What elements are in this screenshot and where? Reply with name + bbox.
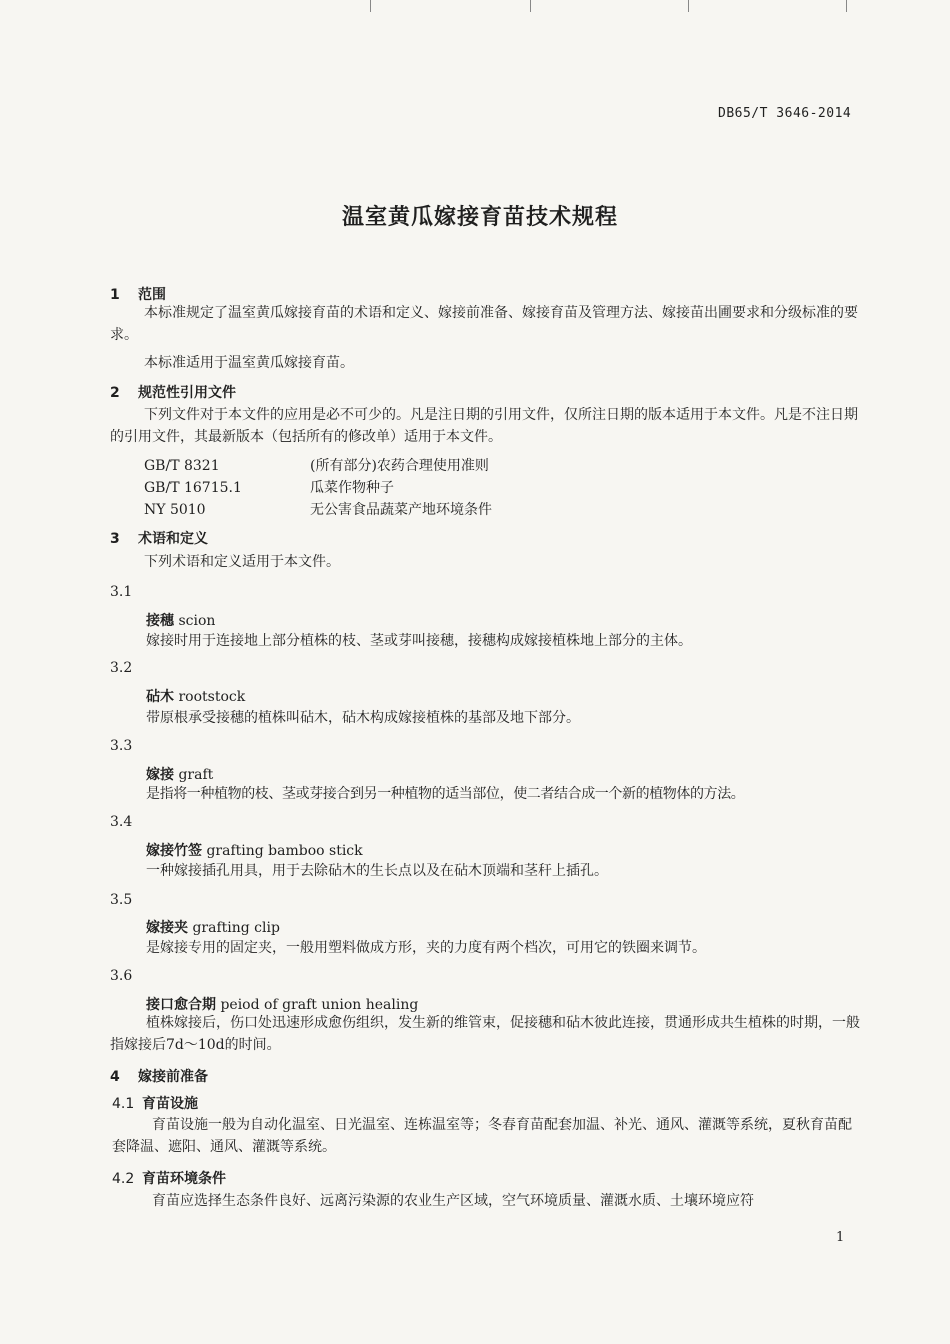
scan-mark [688, 0, 689, 12]
reference-code: NY 5010 [144, 502, 206, 518]
term-en: rootstock [178, 689, 246, 705]
reference-name: (所有部分)农药合理使用准则 [310, 458, 489, 474]
section-title: 术语和定义 [138, 531, 208, 547]
term-number: 3.3 [110, 738, 133, 754]
section-1-heading [110, 284, 166, 304]
section-title: 规范性引用文件 [138, 385, 236, 401]
term-zh: 接穗 [146, 613, 174, 629]
term-definition: 植株嫁接后，伤口处迅速形成愈伤组织，发生新的维管束，促接穗和砧木彼此连接，贯通形成共生植株的时期，一般指嫁接后7d～10d的时间。 [110, 1015, 860, 1053]
section-number: 1 [110, 287, 120, 303]
term-entry [146, 686, 245, 706]
term-zh: 嫁接夹 [146, 920, 188, 936]
scan-mark [530, 0, 531, 12]
reference-name: 无公害食品蔬菜产地环境条件 [310, 502, 492, 518]
subsection-4-1-heading [112, 1093, 198, 1113]
reference-row [144, 499, 492, 519]
term-en: scion [178, 613, 216, 629]
subsection-number: 4.1 [112, 1096, 135, 1112]
reference-row [144, 455, 489, 475]
sec4-1-paragraph: 育苗设施一般为自动化温室、日光温室、连栋温室等；冬春育苗配套加温、补光、通风、灌溉等系统，夏秋育苗配套降温、遮阳、通风、灌溉等系统。 [112, 1117, 852, 1155]
sec1-paragraph-1: 本标准规定了温室黄瓜嫁接育苗的术语和定义、嫁接前准备、嫁接育苗及管理方法、嫁接苗出圃要求和分级标准的要求。 [110, 305, 858, 343]
term-definition: 嫁接时用于连接地上部分植株的枝、茎或芽叫接穗，接穗构成嫁接植株地上部分的主体。 [146, 633, 692, 649]
document-code: DB65/T 3646-2014 [718, 106, 852, 121]
subsection-number: 4.2 [112, 1171, 135, 1187]
section-title: 嫁接前准备 [138, 1069, 208, 1085]
reference-code: GB/T 16715.1 [144, 480, 242, 496]
term-number: 3.5 [110, 892, 133, 908]
term-entry [146, 610, 215, 630]
document-title: 温室黄瓜嫁接育苗技术规程 [341, 205, 618, 230]
term-entry [146, 764, 213, 784]
term-zh: 接口愈合期 [146, 997, 216, 1013]
section-title: 范围 [138, 287, 166, 303]
scan-mark [370, 0, 371, 12]
term-zh: 嫁接 [146, 767, 174, 783]
sec1-paragraph-2: 本标准适用于温室黄瓜嫁接育苗。 [144, 355, 354, 371]
term-number: 3.6 [110, 968, 133, 984]
term-entry [146, 917, 280, 937]
term-definition: 是嫁接专用的固定夹，一般用塑料做成方形，夹的力度有两个档次，可用它的铁圈来调节。 [146, 940, 706, 956]
term-en: graft [178, 767, 214, 783]
section-number: 2 [110, 385, 120, 401]
term-en: grafting bamboo stick [206, 843, 363, 859]
sec4-2-paragraph: 育苗应选择生态条件良好、远离污染源的农业生产区域，空气环境质量、灌溉水质、土壤环境应符 [152, 1193, 754, 1209]
term-entry [146, 840, 363, 860]
section-number: 3 [110, 531, 120, 547]
term-definition: 带原根承受接穗的植株叫砧木，砧木构成嫁接植株的基部及地下部分。 [146, 710, 580, 726]
section-number: 4 [110, 1069, 120, 1085]
reference-code: GB/T 8321 [144, 458, 220, 474]
reference-name: 瓜菜作物种子 [310, 480, 394, 496]
subsection-4-2-heading [112, 1168, 226, 1188]
term-definition: 一种嫁接插孔用具，用于去除砧木的生长点以及在砧木顶端和茎秆上插孔。 [146, 863, 608, 879]
term-zh: 砧木 [146, 689, 174, 705]
page-number: 1 [836, 1230, 845, 1245]
term-en: peiod of graft union healing [220, 997, 419, 1013]
term-number: 3.4 [110, 814, 133, 830]
term-number: 3.2 [110, 660, 133, 676]
term-en: grafting clip [192, 920, 280, 936]
section-2-heading [110, 382, 236, 402]
scan-mark [846, 0, 847, 12]
subsection-title: 育苗设施 [142, 1096, 198, 1112]
sec3-intro: 下列术语和定义适用于本文件。 [144, 554, 340, 570]
subsection-title: 育苗环境条件 [142, 1171, 226, 1187]
section-3-heading [110, 528, 208, 548]
term-entry [146, 994, 418, 1014]
term-definition: 是指将一种植物的枝、茎或芽接合到另一种植物的适当部位，使二者结合成一个新的植物体的方法。 [146, 786, 745, 802]
term-zh: 嫁接竹签 [146, 843, 202, 859]
reference-row [144, 477, 394, 497]
term-number: 3.1 [110, 584, 133, 600]
sec2-paragraph-1: 下列文件对于本文件的应用是必不可少的。凡是注日期的引用文件，仅所注日期的版本适用于本文件。凡是不注日期的引用文件，其最新版本（包括所有的修改单）适用于本文件。 [110, 407, 858, 445]
section-4-heading [110, 1066, 208, 1086]
